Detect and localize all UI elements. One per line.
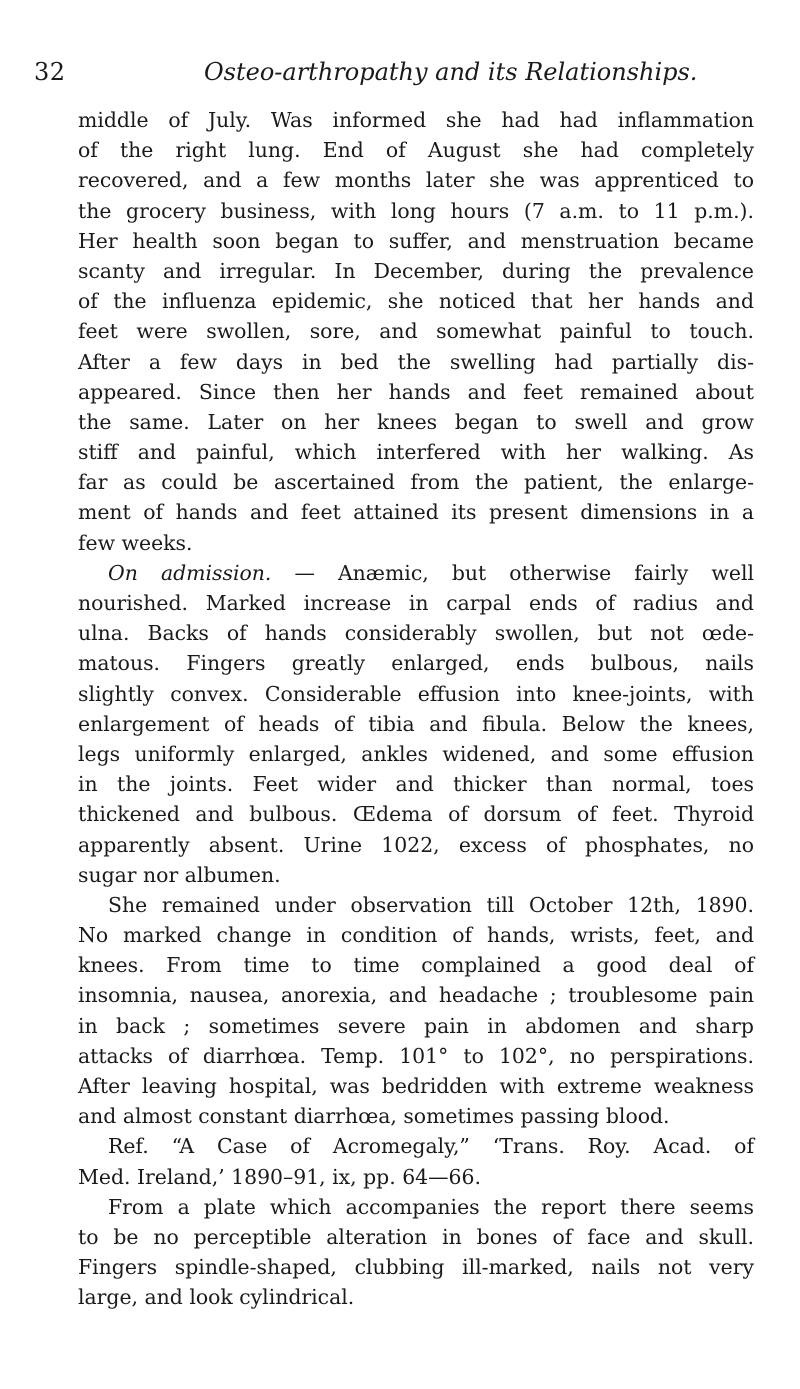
section-lead-italic: On admission. (108, 560, 272, 585)
text-line: appeared. Since then her hands and feet remained about (78, 379, 754, 404)
text-line: middle of July. Was informed she had had inflammation (78, 108, 754, 132)
text-line: legs uniformly enlarged, ankles widened, and some effusion (78, 741, 754, 766)
text-line: the same. Later on her knees began to swell and grow (78, 409, 754, 434)
running-head (34, 58, 770, 90)
text-line: slightly convex. Considerable effusion into knee-joints, with (78, 681, 754, 706)
text-line: nourished. Marked increase in carpal ends of radius and (78, 591, 754, 615)
text-line: From a plate which accompanies the report there seems (108, 1194, 754, 1219)
section-lead-text: — Anæmic, but otherwise fairly well (271, 560, 754, 585)
text-line: to be no perceptible alteration in bones of face and skull. (78, 1224, 754, 1249)
text-line: She remained under observation till October 12th, 1890. (108, 892, 754, 917)
text-line: few weeks. (78, 530, 193, 555)
text-line: apparently absent. Urine 1022, excess of phosphates, no (78, 832, 754, 857)
text-line: scanty and irregular. In December, during the prevalence (78, 258, 754, 283)
body-text (78, 105, 754, 1313)
text-line: Her health soon began to suffer, and menstruation became (78, 228, 754, 253)
text-line: in the joints. Feet wider and thicker than normal, toes (78, 772, 754, 797)
text-line: attacks of diarrhœa. Temp. 101° to 102°, no perspirations. (78, 1043, 754, 1068)
text-line: enlargement of heads of tibia and fibula. Below the knees, (78, 711, 754, 736)
running-title: Osteo-arthropathy and its Relationships. (204, 58, 698, 86)
text-line: insomnia, nausea, anorexia, and headache ; troublesome pain (78, 983, 754, 1008)
reference-line: Ref. “A Case of Acromegaly,” ‘Trans. Roy. Acad. of (108, 1134, 754, 1159)
text-line: After a few days in bed the swelling had partially dis- (78, 349, 754, 374)
text-line: After leaving hospital, was bedridden with extreme weakness (78, 1074, 754, 1098)
text-line: and almost constant diarrhœa, sometimes passing blood. (78, 1104, 670, 1129)
text-line: ment of hands and feet attained its present dimensions in a (78, 500, 754, 525)
text-line: the grocery business, with long hours (7 a.m. to 11 p.m.). (78, 198, 754, 223)
text-line: knees. From time to time complained a good deal of (78, 953, 754, 978)
text-line: feet were swollen, sore, and somewhat painful to touch. (78, 319, 754, 344)
text-line: of the right lung. End of August she had completely (78, 138, 754, 163)
text-line: No marked change in condition of hands, wrists, feet, and (78, 923, 754, 948)
text-line: thickened and bulbous. Œdema of dorsum of feet. Thyroid (78, 802, 754, 827)
text-line: stiff and painful, which interfered with her walking. As (78, 440, 754, 465)
text-line: sugar nor albumen. (78, 862, 281, 887)
text-line: large, and look cylindrical. (78, 1285, 355, 1310)
paragraph-lead-line (78, 558, 754, 588)
text-line: far as could be ascertained from the patient, the enlarge- (78, 470, 754, 495)
text-line: matous. Fingers greatly enlarged, ends bulbous, nails (78, 651, 754, 676)
text-line: Fingers spindle-shaped, clubbing ill-marked, nails not very (78, 1255, 754, 1280)
text-line: recovered, and a few months later she was apprenticed to (78, 168, 754, 193)
page-number: 32 (34, 58, 66, 86)
text-line: ulna. Backs of hands considerably swollen, but not œde- (78, 621, 754, 646)
text-line: of the influenza epidemic, she noticed that her hands and (78, 289, 754, 314)
text-line: in back ; sometimes severe pain in abdomen and sharp (78, 1013, 754, 1038)
reference-line: Med. Ireland,’ 1890–91, ix, pp. 64—66. (78, 1164, 481, 1189)
